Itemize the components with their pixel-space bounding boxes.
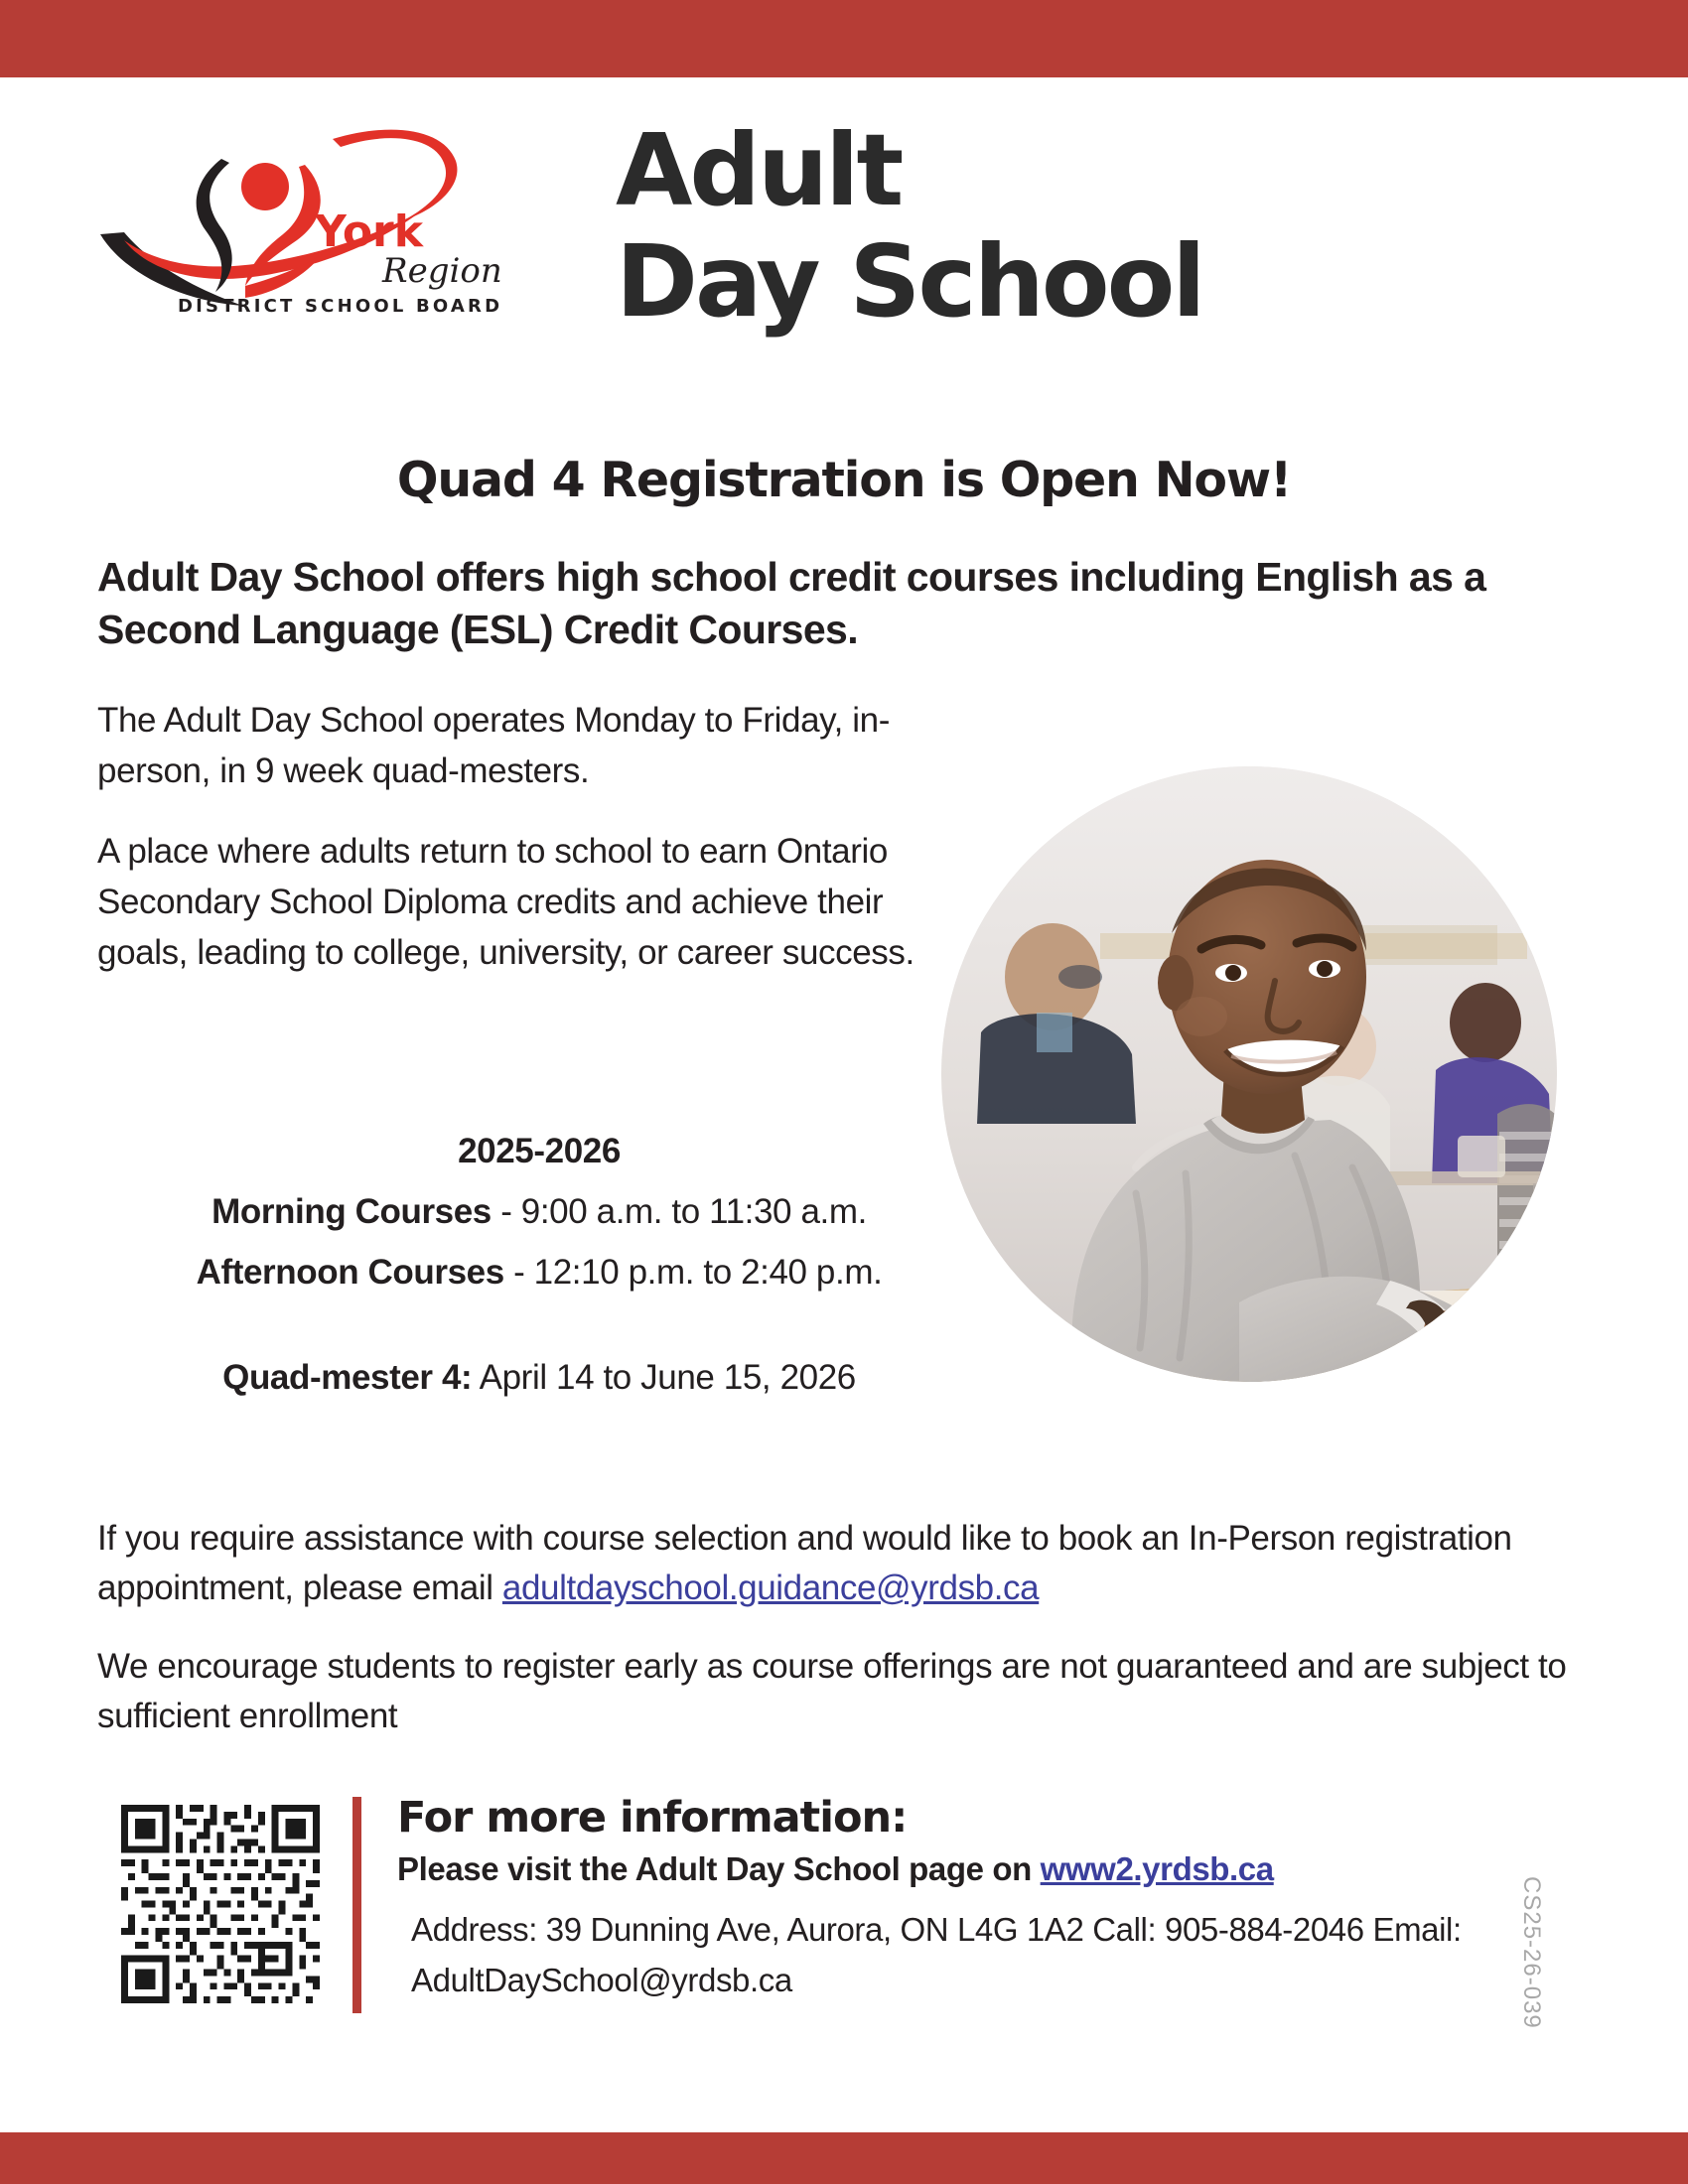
document-code: CS25-26-039 [1518,1876,1545,2029]
afternoon-courses-time: 12:10 p.m. to 2:40 p.m. [533,1252,883,1292]
body-paragraph-1: The Adult Day School operates Monday to Friday, in-person, in 9 week quad-mesters. [97,701,890,791]
quadmester-label: Quad-mester 4: [222,1358,473,1397]
schedule-row-afternoon [97,1248,981,1298]
quadmester-value: April 14 to June 15, 2026 [472,1358,856,1397]
intro-statement: Adult Day School offers high school credit courses including English as a Second Language (ESL) Credit Courses. [97,554,1486,653]
york-region-dsb-logo [94,107,521,326]
quadmester-dates [97,1358,981,1398]
schedule-block [97,1127,981,1297]
page-title [616,112,1628,340]
top-accent-bar [0,0,1688,77]
poster-header [0,77,1688,405]
footer-info [0,1787,1688,2065]
morning-courses-label: Morning Courses [211,1191,492,1231]
registration-subheading: Quad 4 Registration is Open Now! [396,452,1292,508]
morning-separator: - [491,1191,521,1231]
page-title-line-1: Adult [616,112,902,228]
school-year: 2025-2026 [458,1132,621,1170]
bottom-accent-bar [0,2132,1688,2184]
footer-visit-line [397,1850,1509,1888]
schedule-row-morning [97,1187,981,1238]
afternoon-courses-label: Afternoon Courses [196,1252,504,1292]
notes-block [97,1514,1587,1770]
body-copy [97,695,971,1008]
footer-heading: For more information: [397,1793,908,1843]
assistance-note-text: If you require assistance with course selection and would like to book an In-Person registration appointment, please email [97,1519,1512,1608]
footer-text-block [397,1793,1509,2005]
footer-visit-text: Please visit the Adult Day School page on [397,1850,1041,1887]
logo-word-board: DISTRICT SCHOOL BOARD [178,296,503,317]
early-registration-note: We encourage students to register early as course offerings are not guaranteed and are subject to sufficient enrollment [97,1646,1567,1736]
student-photo [941,766,1557,1382]
qr-code[interactable] [121,1805,320,2003]
guidance-email-link[interactable]: adultdayschool.guidance@yrdsb.ca [501,1569,1040,1608]
afternoon-separator: - [503,1252,534,1292]
logo-word-region: Region [382,251,502,291]
footer-accent-rule [352,1797,361,2013]
page-title-line-2: Day School [616,223,1203,340]
morning-courses-time: 9:00 a.m. to 11:30 a.m. [520,1191,867,1231]
footer-address-line: Address: 39 Dunning Ave, Aurora, ON L4G 1A2 Call: 905-884-2046 Email: AdultDaySchool@yrdsb.ca [411,1911,1462,1999]
logo-word-york: York [315,206,424,257]
assistance-note [97,1514,1587,1614]
yrdsb-website-link[interactable]: www2.yrdsb.ca [1040,1850,1274,1887]
body-paragraph-2: A place where adults return to school to earn Ontario Secondary School Diploma credits and achieve their goals, leading to college, university, or career success. [97,832,914,973]
